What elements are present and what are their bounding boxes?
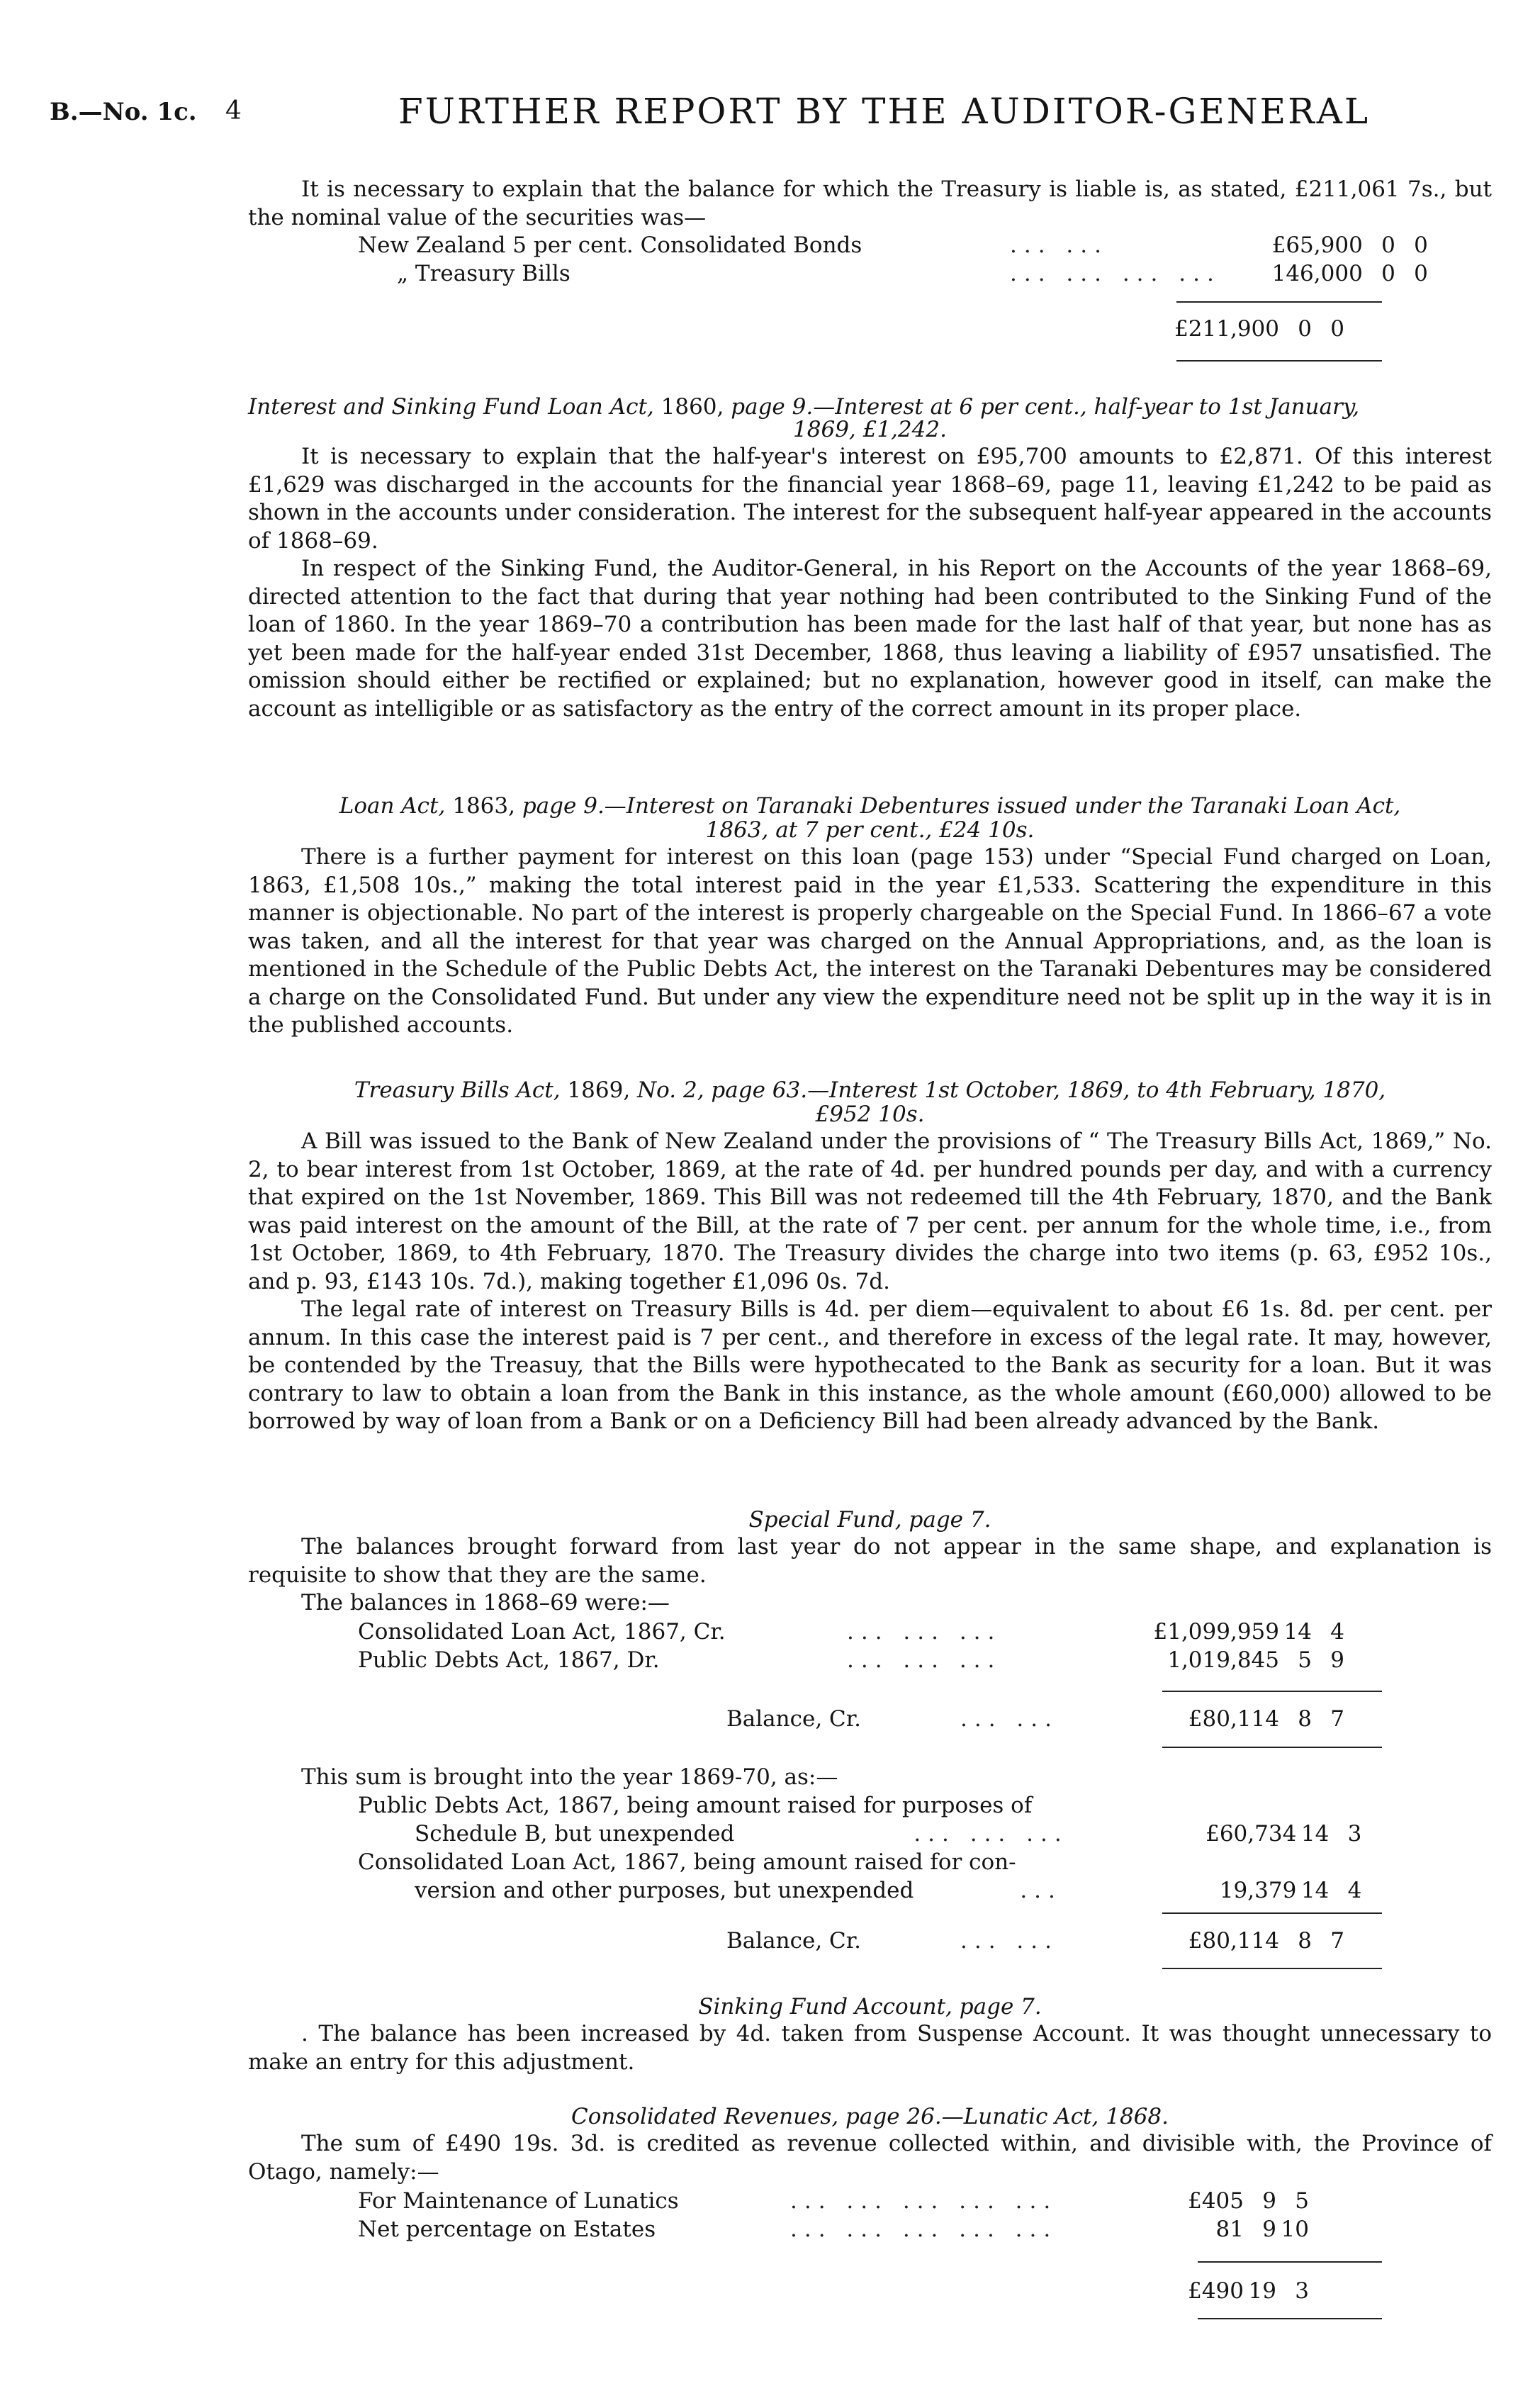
row-label: Public Debts Act, 1867, Dr. — [358, 1647, 660, 1673]
amount-pounds: 1,019,845 — [1167, 1647, 1279, 1673]
leader-dots: ... — [1020, 1878, 1062, 1903]
amount-shillings: 8 — [1298, 1706, 1312, 1732]
page-title: FURTHER REPORT BY THE AUDITOR-GENERAL — [398, 91, 1371, 132]
leader-dots: ... ... ... ... — [1010, 261, 1221, 286]
amount-shillings: 14 — [1300, 1821, 1330, 1847]
table-row — [358, 1820, 1361, 1848]
total-pence: 0 — [1330, 316, 1344, 342]
section-treasury-bills-act — [248, 1077, 1492, 1436]
amount-pounds: £405 — [1188, 2188, 1244, 2214]
total-pounds: £211,900 — [1174, 316, 1279, 342]
leader-dots: ... ... — [1010, 233, 1108, 258]
amount-pence: 10 — [1281, 2217, 1309, 2242]
amount-pence: 0 — [1414, 261, 1428, 286]
row-label: Balance, Cr. — [726, 1928, 862, 1954]
section-heading: Treasury Bills Act, 1869, No. 2, page 63.—Interest 1st October, 1869, to 4th February, 1870, — [354, 1077, 1386, 1103]
total-shillings: 19 — [1248, 2278, 1276, 2304]
amount-shillings: 8 — [1298, 1928, 1312, 1954]
row-label: „ Treasury Bills — [397, 261, 571, 286]
section-special-fund — [248, 1506, 1492, 1618]
section-sinking-fund-1860 — [248, 393, 1492, 723]
paragraph: . The balance has been increased by 4d. taken from Suspense Account. It was thought unnecessary to make an entry for this adjustment. — [248, 2021, 1492, 2075]
amount-shillings: 9 — [1262, 2217, 1276, 2242]
amount-shillings: 0 — [1381, 261, 1395, 286]
table-row — [358, 1646, 1344, 1674]
balance-row — [358, 1927, 1344, 1955]
row-label: Public Debts Act, 1867, being amount raised for purposes of — [358, 1793, 1033, 1818]
section-heading: Loan Act, 1863, page 9.—Interest on Taranaki Debentures issued under the Taranaki Loan Act, — [339, 793, 1401, 819]
document-reference: B.—No. 1c. — [50, 98, 197, 126]
sum-rule — [1176, 360, 1382, 362]
amount-shillings: 14 — [1300, 1878, 1330, 1903]
paragraph: It is necessary to explain that the half-year's interest on £95,700 amounts to £2,871. Of this interest £1,629 was discharged in the accounts for the financial year 1868–69, page 11, leaving £1,242 to be paid as shown in the accounts under consideration. The interest for the subsequent half-year appeared in the accounts of 1868–69. — [248, 444, 1492, 554]
sum-rule — [1162, 1747, 1382, 1748]
amount-pence: 4 — [1347, 1878, 1362, 1903]
row-label: Consolidated Loan Act, 1867, being amount raised for con- — [358, 1849, 1016, 1875]
table-row — [358, 231, 1428, 259]
table-row — [358, 315, 1344, 343]
paragraph: The sum of £490 19s. 3d. is credited as revenue collected within, and divisible with, the Province of Otago, namely:— — [248, 2131, 1492, 2185]
paragraph: This sum is brought into the year 1869-70, as:— — [301, 1764, 838, 1790]
table-row — [358, 1848, 1361, 1876]
paragraph: There is a further payment for interest on this loan (page 153) under “Special Fund charged on Loan, 1863, £1,508 10s.,” making the total interest paid in the year £1,533. Scattering the expenditure in this manner is objectionable. No part of the interest is properly chargeable on the Special Fund. In 1866–67 a vote was taken, and all the interest for that year was charged on the Annual Appropriations, and, as the loan is mentioned in the Schedule of the Public Debts Act, the interest on the Taranaki Debentures may be considered a charge on the Consolidated Fund. But under any view the expenditure need not be split up in the way it is in the published accounts. — [248, 844, 1492, 1038]
securities-total — [358, 315, 1344, 343]
table-row — [358, 2277, 1309, 2305]
total-pence: 3 — [1295, 2278, 1309, 2304]
paragraph: The balances brought forward from last year do not appear in the same shape, and explanation is requisite to show that they are the same. — [248, 1534, 1492, 1588]
amount-pence: 4 — [1330, 1619, 1344, 1645]
section-heading: Interest and Sinking Fund Loan Act, 1860, page 9.—Interest at 6 per cent., half-year to 1st January, — [248, 394, 1360, 420]
amount-pence: 7 — [1330, 1928, 1344, 1954]
sum-rule — [1162, 1912, 1382, 1914]
sum-rule — [1162, 1968, 1382, 1969]
paragraph: In respect of the Sinking Fund, the Auditor-General, in his Report on the Accounts of the year 1868–69, directed attention to the fact that during that year nothing had been contributed to the Sinking Fund of the loan of 1860. In the year 1869–70 a contribution has been made for the last half of that year, but none has as yet been made for the half-year ended 31st December, 1868, thus leaving a liability of £957 unsatisfied. The omission should either be rectified or explained; but no explanation, however good in itself, can make the account as intelligible or as satisfactory as the entry of the correct amount in its proper place. — [248, 556, 1492, 722]
amount-shillings: 0 — [1381, 233, 1395, 258]
amount-pounds: £1,099,959 — [1153, 1619, 1279, 1645]
row-label: Net percentage on Estates — [358, 2217, 656, 2242]
table-row — [358, 1618, 1344, 1646]
section-sinking-fund-account — [248, 1993, 1492, 2076]
row-label: New Zealand 5 per cent. Consolidated Bonds — [358, 233, 862, 258]
leader-dots: ... ... ... — [847, 1619, 1002, 1645]
leader-dots: ... ... ... — [914, 1821, 1069, 1847]
paragraph: A Bill was issued to the Bank of New Zealand under the provisions of “ The Treasury Bills Act, 1869,” No. 2, to bear interest from 1st October, 1869, at the rate of 4d. per hundred pounds per day, and with a currency that expired on the 1st November, 1869. This Bill was not redeemed till the 4th February, 1870, and the Bank was paid interest on the amount of the Bill, at the rate of 7 per cent. per annum for the whole time, i.e., from 1st October, 1869, to 4th February, 1870. The Treasury divides the charge into two items (p. 63, £952 10s., and p. 93, £143 10s. 7d.), making together £1,096 0s. 7d. — [248, 1128, 1492, 1294]
amount-pence: 7 — [1330, 1706, 1344, 1732]
row-label: For Maintenance of Lunatics — [358, 2188, 679, 2214]
table-row — [358, 1927, 1344, 1955]
table-row — [358, 259, 1428, 288]
row-label-cont: Schedule B, but unexpended — [415, 1821, 735, 1847]
table-row — [358, 2187, 1309, 2215]
section-heading: Consolidated Revenues, page 26.—Lunatic Act, 1868. — [571, 2104, 1169, 2129]
amount-pounds: 81 — [1215, 2217, 1244, 2242]
sum-rule — [1162, 1691, 1382, 1692]
leader-dots: ... ... — [960, 1706, 1059, 1732]
paragraph: It is necessary to explain that the balance for which the Treasury is liable is, as stated, £211,061 7s., but the nominal value of the securities was— — [248, 177, 1492, 230]
section-consolidated-revenues — [248, 2103, 1492, 2186]
leader-dots: ... ... ... — [847, 1647, 1002, 1673]
leader-dots: ... ... — [960, 1928, 1059, 1954]
lunatic-act-total — [358, 2277, 1309, 2305]
sum-rule — [1198, 2261, 1382, 2263]
table-row — [358, 1791, 1361, 1820]
amount-pounds: 146,000 — [1271, 261, 1363, 286]
row-label: Balance, Cr. — [726, 1706, 862, 1732]
amount-pence: 0 — [1414, 233, 1428, 258]
leader-dots: ... ... ... ... ... — [790, 2188, 1058, 2214]
balance-row — [358, 1705, 1344, 1733]
amount-pounds: £65,900 — [1271, 233, 1363, 258]
table-row — [358, 1876, 1361, 1905]
total-pounds: £490 — [1188, 2278, 1244, 2304]
amount-shillings: 5 — [1298, 1647, 1312, 1673]
securities-table — [358, 231, 1428, 288]
amount-pence: 3 — [1347, 1821, 1362, 1847]
amount-pounds: £80,114 — [1188, 1706, 1279, 1732]
section-heading-line2: 1863, at 7 per cent., £24 10s. — [705, 817, 1035, 843]
row-label: Consolidated Loan Act, 1867, Cr. — [358, 1619, 726, 1645]
table-row — [358, 2215, 1309, 2244]
sum-rule — [1176, 301, 1382, 303]
amount-pence: 9 — [1330, 1647, 1344, 1673]
paragraph: The balances in 1868–69 were:— — [301, 1590, 670, 1615]
amount-shillings: 9 — [1262, 2188, 1276, 2214]
section-treasury-balance — [248, 176, 1492, 232]
section-loan-act-1863 — [248, 792, 1492, 1040]
amount-shillings: 14 — [1283, 1619, 1312, 1645]
section-special-fund-cont — [248, 1764, 1492, 1792]
lunatic-act-table — [358, 2187, 1309, 2244]
page-number: 4 — [225, 96, 242, 125]
section-heading-line2: 1869, £1,242. — [793, 417, 947, 442]
brought-into-table — [358, 1791, 1361, 1905]
table-row — [358, 1705, 1344, 1733]
amount-pence: 5 — [1295, 2188, 1309, 2214]
balances-table — [358, 1618, 1344, 1674]
paragraph: The legal rate of interest on Treasury Bills is 4d. per diem—equivalent to about £6 1s. 8d. per cent. per annum. In this case the interest paid is 7 per cent., and therefore in excess of the legal rate. It may, however, be contended by the Treasuy, that the Bills were hypothecated to the Bank as security for a loan. But it was contrary to law to obtain a loan from the Bank in this instance, as the whole amount (£60,000) allowed to be borrowed by way of loan from a Bank or on a Deficiency Bill had been already advanced by the Bank. — [248, 1296, 1492, 1434]
amount-pounds: £60,734 — [1205, 1821, 1297, 1847]
section-heading: Special Fund, page 7. — [748, 1507, 991, 1533]
section-heading: Sinking Fund Account, page 7. — [698, 1994, 1042, 2020]
leader-dots: ... ... ... ... ... — [790, 2217, 1058, 2242]
row-label-cont: version and other purposes, but unexpended — [415, 1878, 914, 1903]
sum-rule — [1198, 2318, 1382, 2319]
amount-pounds: 19,379 — [1219, 1878, 1297, 1903]
total-shillings: 0 — [1298, 316, 1312, 342]
section-heading-line2: £952 10s. — [815, 1102, 925, 1127]
amount-pounds: £80,114 — [1188, 1928, 1279, 1954]
